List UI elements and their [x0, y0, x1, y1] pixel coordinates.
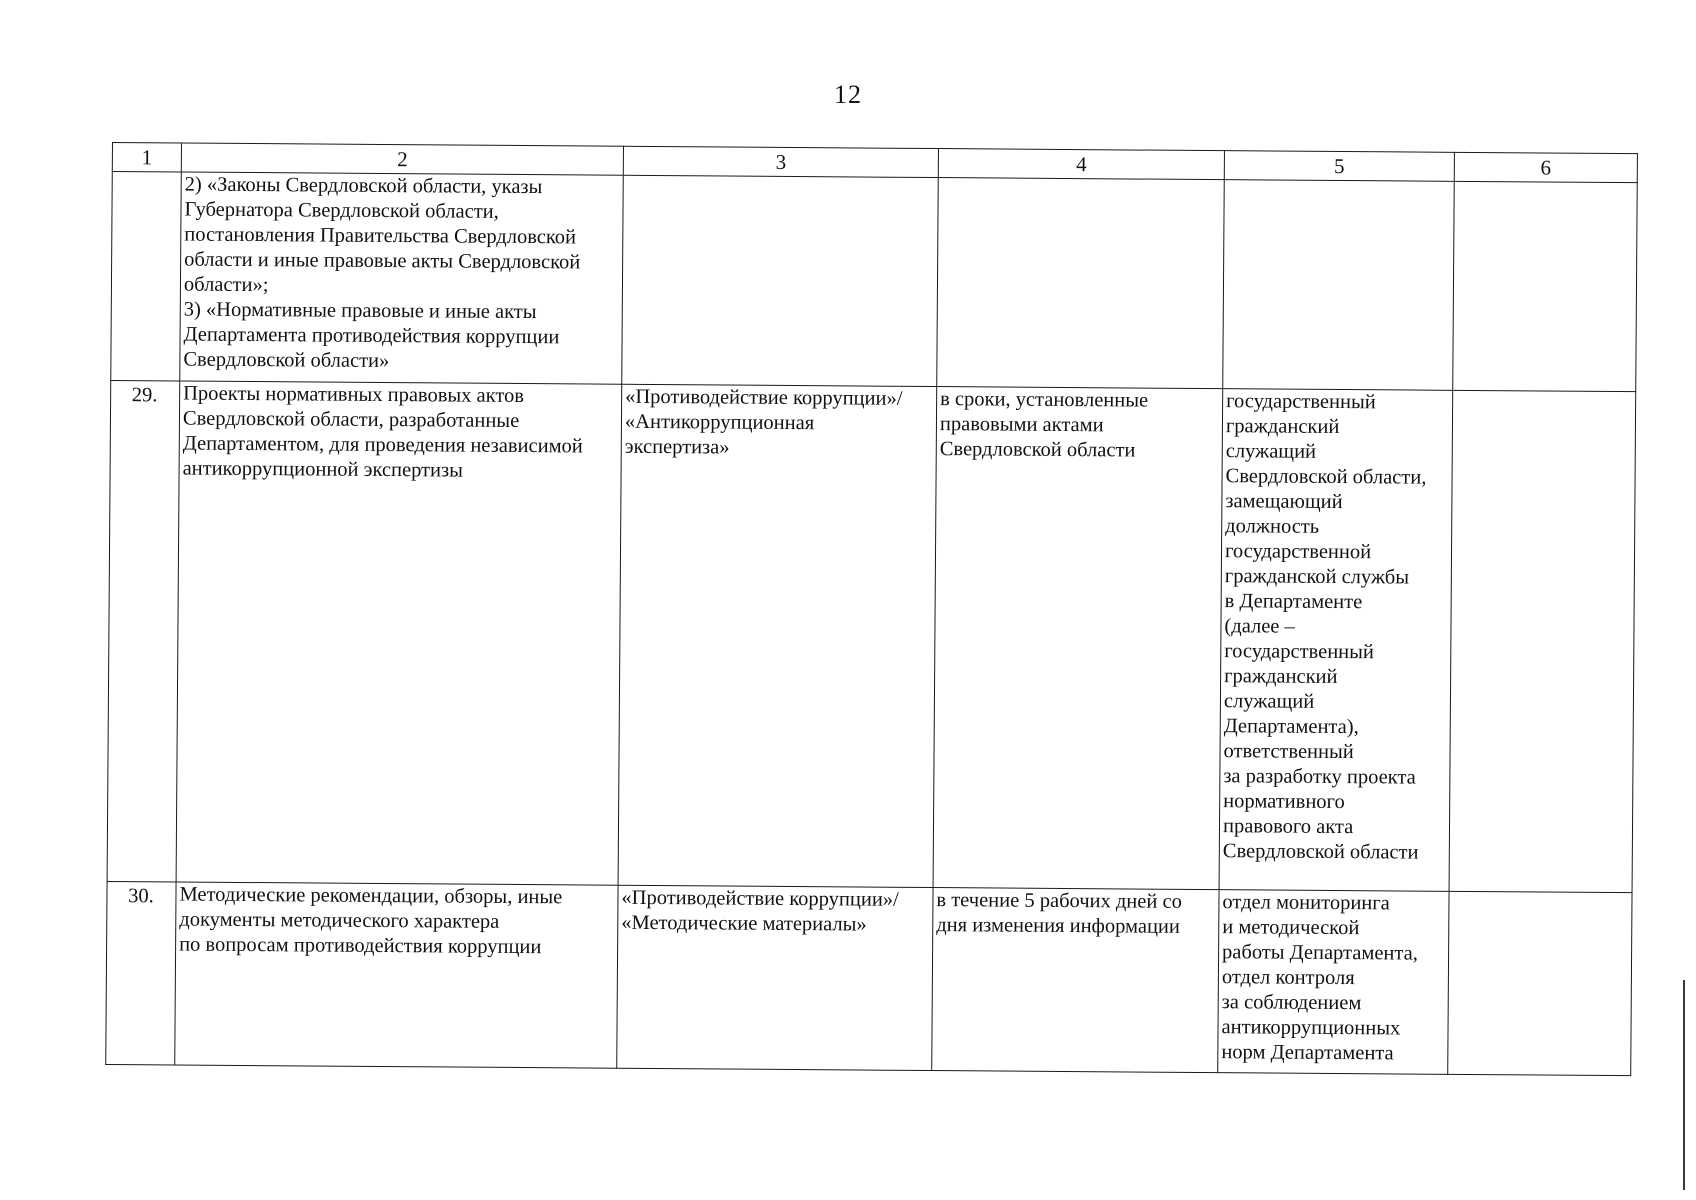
- cell-text-line: нормативного: [1223, 790, 1345, 814]
- cell-text-line: Департаментом, для проведения независимой: [182, 432, 583, 458]
- cell-text-line: антикоррупционной экспертизы: [182, 457, 463, 482]
- cell-text-line: государственной: [1224, 540, 1372, 564]
- table-cell-col6: [1453, 181, 1638, 391]
- cell-text-line: отдел контроля: [1221, 966, 1355, 990]
- cell-text-line: в течение 5 рабочих дней со: [936, 889, 1182, 913]
- cell-text-line: правовыми актами: [939, 413, 1104, 437]
- table-cell-col3: [618, 384, 937, 887]
- cell-text-line: замещающий: [1225, 490, 1343, 514]
- cell-text-line: работы Департамента,: [1222, 941, 1418, 965]
- cell-text-line: Методические рекомендации, обзоры, иные: [179, 883, 563, 909]
- column-header: 4: [938, 149, 1224, 180]
- cell-text-line: Свердловской области»: [183, 348, 390, 373]
- cell-text-line: Свердловской области,: [1225, 465, 1427, 489]
- table-cell-col5: [1223, 180, 1455, 391]
- cell-text-line: гражданский: [1225, 415, 1340, 439]
- cell-text-line: должность: [1225, 515, 1320, 538]
- cell-text-line: области и иные правовые акты Свердловской: [184, 248, 581, 274]
- cell-text-line: Департамента противодействия коррупции: [183, 323, 560, 349]
- page-number: 12: [834, 80, 862, 109]
- cell-text-line: по вопросам противодействия коррупции: [179, 933, 542, 959]
- cell-text-line: «Антикоррупционная: [624, 410, 815, 435]
- row-number-cell: 29.: [107, 380, 180, 881]
- table-cell-col4: [933, 387, 1223, 890]
- table-cell-col4: [937, 178, 1225, 389]
- cell-text-line: ответственный: [1223, 740, 1354, 764]
- table-cell-col4: [932, 888, 1219, 1073]
- cell-text-line: документы методического характера: [179, 908, 500, 933]
- cell-text-line: отдел мониторинга: [1222, 891, 1390, 915]
- cell-text-line: «Противодействие коррупции»/: [625, 385, 903, 410]
- cell-text-line: экспертиза»: [624, 435, 730, 459]
- column-header: 6: [1454, 152, 1637, 182]
- cell-text-line: области»;: [183, 273, 269, 297]
- cell-text-line: гражданский: [1224, 665, 1338, 688]
- cell-text-line: служащий: [1225, 440, 1317, 463]
- table-cell-col6: [1449, 390, 1636, 892]
- cell-text-line: 2) «Законы Свердловской области, указы: [184, 173, 543, 199]
- cell-text-line: гражданской службы: [1224, 565, 1410, 589]
- table-cell-col6: [1448, 891, 1632, 1075]
- cell-text-line: государственный: [1224, 640, 1375, 664]
- table-cell-col3: [617, 885, 933, 1070]
- cell-text-line: постановления Правительства Свердловской: [184, 223, 577, 249]
- cell-text-line: антикоррупционных: [1221, 1016, 1401, 1040]
- cell-text-line: Свердловской области: [1222, 840, 1419, 864]
- column-header: 5: [1224, 151, 1454, 182]
- cell-text-line: в Департаменте: [1224, 590, 1363, 614]
- cell-text-line: за разработку проекта: [1223, 765, 1416, 789]
- cell-text-line: Свердловской области: [939, 438, 1136, 462]
- table-row: [111, 172, 1637, 392]
- cell-text-line: «Противодействие коррупции»/: [621, 886, 899, 911]
- cell-text-line: Проекты нормативных правовых актов: [183, 382, 525, 408]
- cell-text-line: и методической: [1222, 916, 1360, 940]
- table-cell-col2: [175, 882, 618, 1068]
- cell-text-line: Губернатора Свердловской области,: [184, 198, 499, 223]
- row-number-cell: 30.: [106, 881, 176, 1065]
- column-header: 1: [112, 143, 181, 173]
- table-cell-col3: [622, 175, 939, 386]
- table-cell-col2: [176, 381, 622, 885]
- table-cell-col2: [180, 172, 624, 384]
- table-row: [106, 881, 1632, 1075]
- table-cell-col5: [1219, 389, 1453, 892]
- scan-margin-line: [1683, 980, 1685, 1190]
- table-cell-col5: [1218, 890, 1449, 1075]
- document-table: [105, 142, 1638, 1076]
- cell-text-line: (далее –: [1224, 615, 1295, 638]
- table-row: [107, 380, 1636, 892]
- cell-text-line: правового акта: [1222, 815, 1354, 839]
- cell-text-line: в сроки, установленные: [940, 388, 1149, 412]
- cell-text-line: государственный: [1226, 390, 1376, 414]
- cell-text-line: 3) «Нормативные правовые и иные акты: [183, 298, 537, 324]
- row-number-cell: [111, 172, 182, 382]
- cell-text-line: Свердловской области, разработанные: [182, 407, 520, 432]
- column-header: 2: [181, 143, 623, 175]
- cell-text-line: норм Департамента: [1221, 1041, 1394, 1065]
- cell-text-line: Департамента),: [1223, 715, 1359, 739]
- cell-text-line: служащий: [1223, 690, 1315, 713]
- cell-text-line: «Методические материалы»: [621, 911, 867, 936]
- cell-text-line: дня изменения информации: [936, 914, 1180, 938]
- column-header: 3: [623, 146, 938, 177]
- cell-text-line: за соблюдением: [1221, 991, 1362, 1015]
